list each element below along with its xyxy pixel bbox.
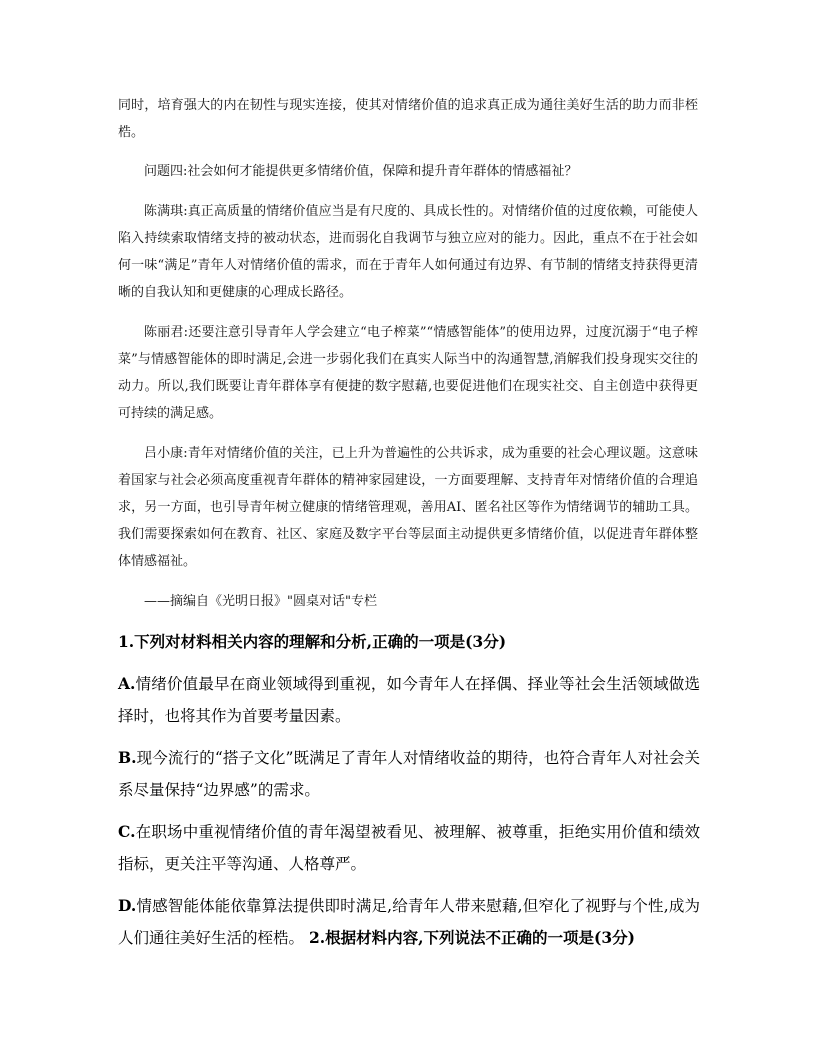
option-d-letter: D. — [118, 896, 137, 915]
option-d — [118, 890, 700, 954]
option-a — [118, 668, 700, 732]
paragraph-chen-lijun: 陈丽君:还要注意引导青年人学会建立“电子榨菜”“情感智能体”的使用边界，过度沉溺于“电子榨菜”与情感智能体的即时满足,会进一步弱化我们在真实人际当中的沟通智慧,消解我们投身现实交往的动力。所以,我们既要让青年群体享有便捷的数字慰藉,也要促进他们在现实社交、自主创造中获得更可持续的满足感。 — [118, 325, 698, 421]
paragraph-chen-manqi: 陈满琪:真正高质量的情绪价值应当是有尺度的、具成长性的。对情绪价值的过度依赖，可能使人陷入持续索取情绪支持的被动状态，进而弱化自我调节与独立应对的能力。因此，重点不在于社会如何一味“满足”青年人对情绪价值的需求，而在于青年人如何通过有边界、有节制的情绪支持获得更清晰的自我认知和更健康的心理成长路径。 — [118, 204, 698, 300]
question-four-heading: 问题四:社会如何才能提供更多情绪价值，保障和提升青年群体的情感福祉？ — [144, 164, 578, 179]
option-b-letter: B. — [118, 748, 137, 767]
question-two-heading: 2.根据材料内容,下列说法不正确的一项是(3分) — [308, 928, 635, 947]
paragraph-lv-xiaokang: 吕小康:青年对情绪价值的关注，已上升为普遍性的公共诉求，成为重要的社会心理议题。这意味着国家与社会必须高度重视青年群体的精神家园建设，一方面要理解、支持青年对情绪价值的合理追求，另一方面，也引导青年树立健康的情绪管理观，善用AI、匿名社区等作为情绪调节的辅助工具。我们需要探索如何在教育、社区、家庭及数字平台等层面主动提供更多情绪价值，以促进青年群体整体情感福祉。 — [118, 446, 698, 569]
option-c — [118, 816, 700, 880]
option-c-text: 在职场中重视情绪价值的青年渴望被看见、被理解、被尊重，拒绝实用价值和绩效指标，更关注平等沟通、人格尊严。 — [118, 823, 700, 873]
question-one-heading: 1.下列对材料相关内容的理解和分析,正确的一项是(3分) — [118, 632, 507, 651]
option-a-text: 情绪价值最早在商业领域得到重视，如今青年人在择偶、择业等社会生活领域做选择时，也将其作为首要考量因素。 — [118, 675, 700, 725]
source-citation: ——摘编自《光明日报》"圆桌对话"专栏 — [144, 594, 377, 609]
option-b-text: 现今流行的“搭子文化”既满足了青年人对情绪收益的期待，也符合青年人对社会关系尽量保持“边界感”的需求。 — [118, 749, 700, 799]
option-d-text: 情感智能体能依靠算法提供即时满足,给青年人带来慰藉,但窄化了视野与个性,成为人们通往美好生活的桎梏。 — [118, 897, 700, 947]
paragraph-continuation: 同时，培育强大的内在韧性与现实连接，使其对情绪价值的追求真正成为通往美好生活的助力而非桎梏。 — [118, 98, 698, 140]
option-a-letter: A. — [118, 674, 136, 693]
option-b — [118, 742, 700, 806]
option-c-letter: C. — [118, 822, 136, 841]
